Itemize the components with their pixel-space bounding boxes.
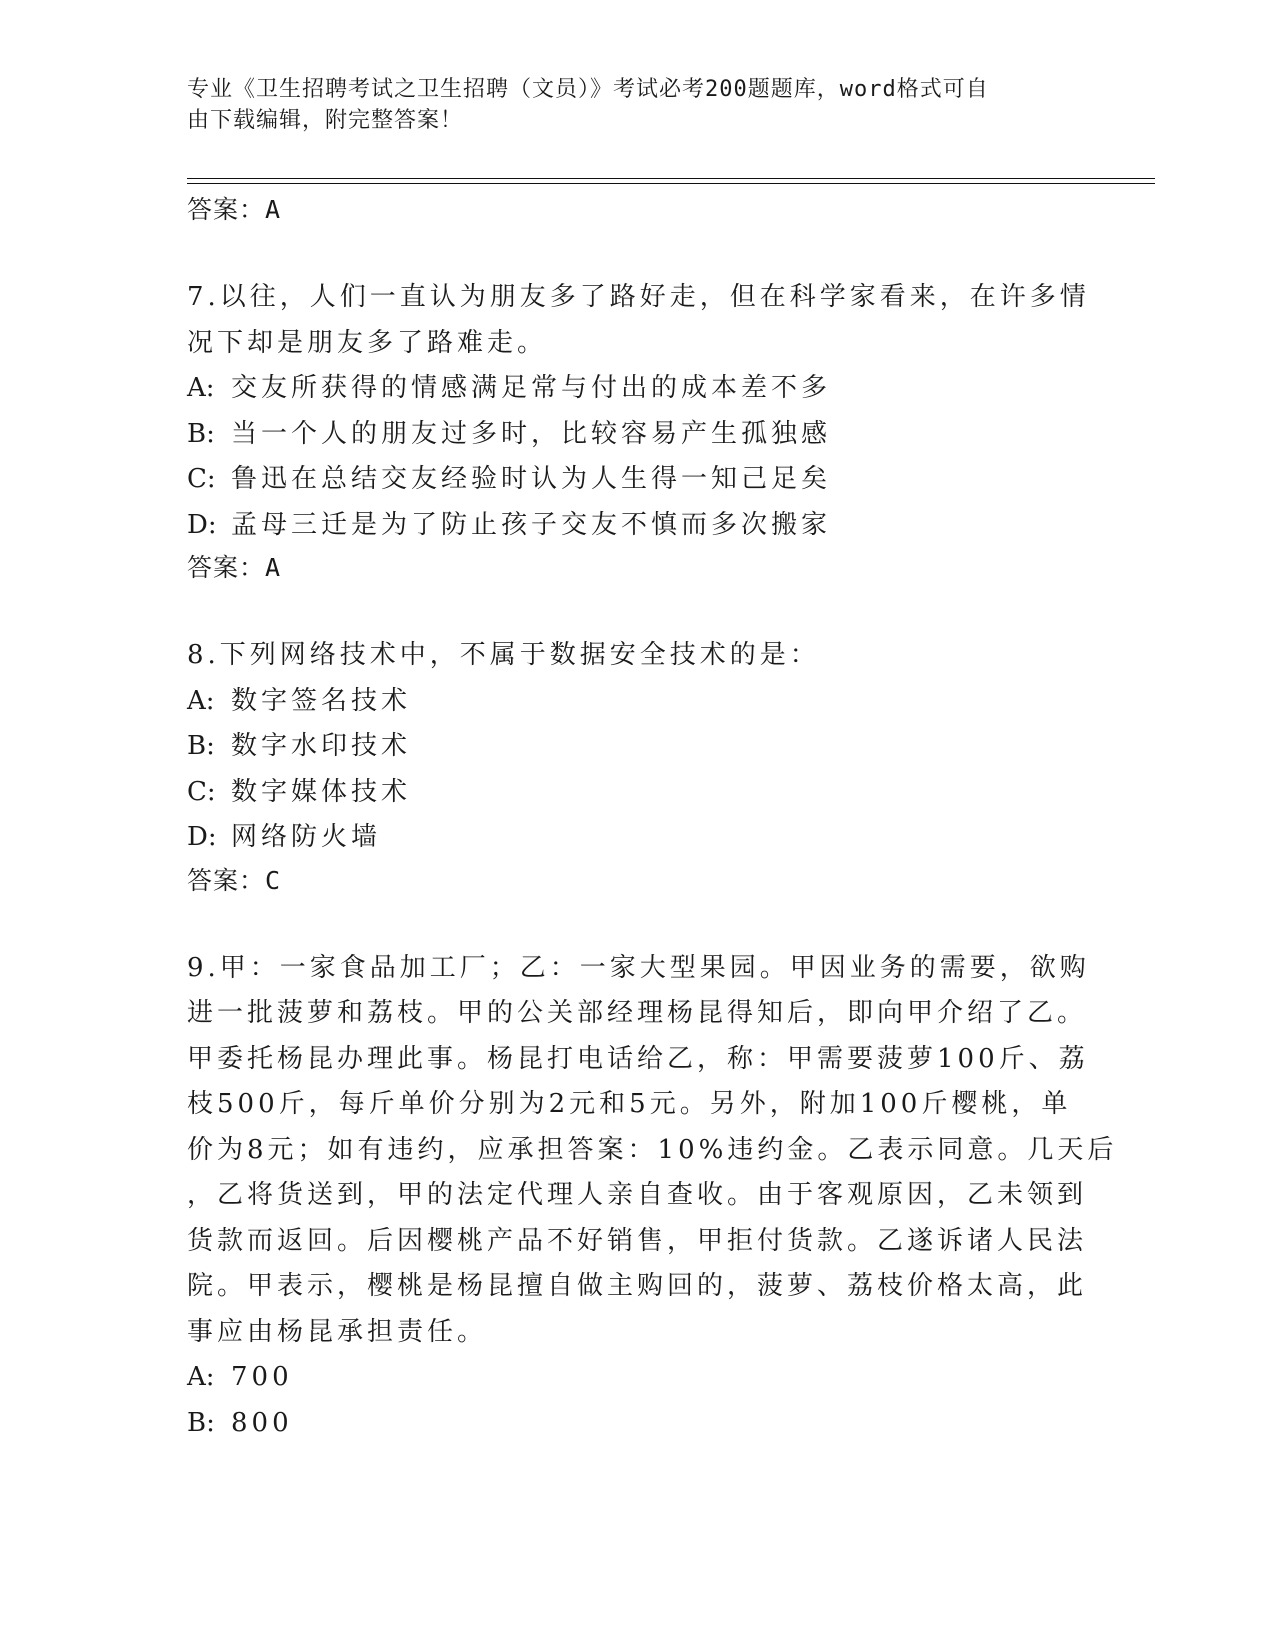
option-text: 鲁迅在总结交友经验时认为人生得一知己足矣	[231, 464, 832, 494]
option-text: 数字签名技术	[231, 685, 412, 716]
header-divider-bottom	[187, 183, 1155, 184]
question-9-line-3: 甲委托杨昆办理此事。杨昆打电话给乙，称：甲需要菠萝100斤、荔	[187, 1043, 1089, 1074]
answer-value: A	[265, 195, 282, 224]
option-key: B:	[187, 1407, 215, 1438]
option-text: 数字媒体技术	[231, 776, 412, 807]
question-9-line-8: 院。甲表示，樱桃是杨昆擅自做主购回的，菠萝、荔枝价格太高，此	[187, 1271, 1088, 1301]
option-text: 700	[231, 1362, 293, 1392]
answer-value: C	[265, 865, 282, 895]
option-text: 当一个人的朋友过多时，比较容易产生孤独感	[231, 418, 832, 449]
question-9-line-5: 价为8元；如有违约，应承担答案：10%违约金。乙表示同意。几天后	[187, 1134, 1118, 1165]
header-divider-top	[187, 178, 1155, 179]
document-body	[187, 190, 1118, 1446]
question-8-option-c	[187, 770, 1087, 816]
answer-label: 答案：	[187, 865, 266, 895]
question-7-option-d	[187, 503, 1087, 549]
spacer	[187, 230, 1087, 275]
spacer	[187, 588, 1087, 633]
question-8-option-b	[187, 724, 1087, 770]
option-text: 800	[231, 1407, 293, 1438]
option-text: 孟母三迁是为了防止孩子交友不慎而多次搬家	[231, 509, 832, 540]
question-9-line-9: 事应由杨昆承担责任。	[187, 1316, 488, 1347]
question-9-line-2: 进一批菠萝和荔枝。甲的公关部经理杨昆得知后，即向甲介绍了乙。	[187, 998, 1088, 1028]
answer-previous-question	[187, 190, 1087, 230]
question-9-line-7: 货款而返回。后因樱桃产品不好销售，甲拒付货款。乙遂诉诸人民法	[187, 1225, 1088, 1256]
question-8-option-d	[187, 815, 1087, 861]
question-9-line-6: ，乙将货送到，甲的法定代理人亲自查收。由于客观原因，乙未领到	[187, 1180, 1088, 1210]
question-8-answer	[187, 861, 1087, 901]
option-key: C:	[187, 776, 216, 807]
question-7-answer	[187, 548, 1087, 588]
option-key: A:	[187, 1362, 215, 1392]
spacer	[187, 901, 1087, 946]
question-9-line-1: 9.甲：一家食品加工厂；乙：一家大型果园。甲因业务的需要，欲购	[187, 952, 1090, 983]
option-text: 网络防火墙	[231, 822, 382, 852]
question-9-option-b	[187, 1401, 1087, 1447]
question-7	[187, 275, 1090, 588]
answer-label: 答案：	[187, 553, 266, 582]
option-key: C:	[187, 464, 216, 494]
option-key: A:	[187, 373, 215, 403]
option-key: B:	[187, 731, 215, 761]
answer-label: 答案：	[187, 195, 266, 224]
question-8-line-1: 8.下列网络技术中，不属于数据安全技术的是：	[187, 640, 820, 670]
option-key: D:	[187, 509, 217, 540]
question-7-line-1: 7.以往，人们一直认为朋友多了路好走，但在科学家看来，在许多情	[187, 282, 1090, 312]
question-9-option-a	[187, 1355, 1087, 1401]
question-7-option-a	[187, 366, 1087, 412]
option-key: D:	[187, 822, 217, 852]
header-line-2: 由下载编辑，附完整答案！	[187, 108, 464, 133]
option-text: 交友所获得的情感满足常与付出的成本差不多	[231, 373, 832, 403]
question-7-option-b	[187, 412, 1087, 458]
option-key: A:	[187, 685, 215, 716]
question-8-option-a	[187, 679, 1087, 725]
header-line-1: 专业《卫生招聘考试之卫生招聘（文员）》考试必考200题题库，word格式可自	[187, 77, 989, 102]
question-9	[187, 946, 1118, 1447]
answer-value: A	[265, 553, 282, 582]
question-9-line-4: 枝500斤，每斤单价分别为2元和5元。另外，附加100斤樱桃，单	[187, 1089, 1072, 1119]
question-7-line-2: 况下却是朋友多了路难走。	[187, 327, 548, 358]
question-7-option-c	[187, 457, 1087, 503]
question-8	[187, 633, 1087, 901]
option-key: B:	[187, 418, 215, 449]
option-text: 数字水印技术	[231, 731, 412, 761]
document-header	[187, 74, 1067, 136]
